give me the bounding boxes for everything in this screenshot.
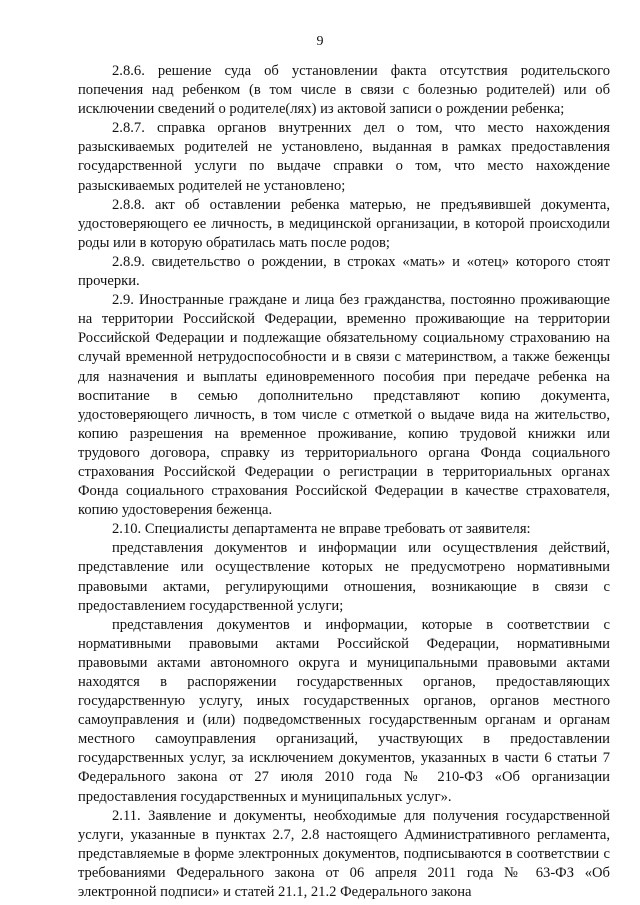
paragraph-2-10: 2.10. Специалисты департамента не вправе требовать от заявителя: xyxy=(112,521,531,538)
page-number: 9 xyxy=(316,34,324,49)
document-body xyxy=(78,62,610,902)
paragraph-2-8-7: 2.8.7. справка органов внутренних дел о том, что место нахождения разыскиваемых родителей не установлено, выданная в рамках предоставления государственной услуги по выдаче справки о том, что место нахождение разыскиваемых родителей не установлено; xyxy=(78,120,610,194)
paragraph-2-8-6: 2.8.6. решение суда об установлении факта отсутствия родительского попечения над ребенком (в том числе в связи с болезнью родителей) или об исключении сведений о родителе(лях) из актовой записи о рождении ребенка; xyxy=(78,63,610,118)
paragraph-2-11: 2.11. Заявление и документы, необходимые для получения государственной услуги, указанные в пунктах 2.7, 2.8 настоящего Административного регламента, представляемые в форме электронных документов, подписываются в соответствии с требованиями Федерального закона от 06 апреля 2011 года № 63-ФЗ «Об электронной подписи» и статей 21.1, 21.2 Федерального закона xyxy=(78,807,610,901)
paragraph-2-8-9: 2.8.9. свидетельство о рождении, в строках «мать» и «отец» которого стоят прочерки. xyxy=(78,253,610,290)
paragraph-2-9: 2.9. Иностранные граждане и лица без гражданства, постоянно проживающие на территории Российской Федерации, временно проживающие на территории Российской Федерации и подлежащие обязательному социальному страхованию на случай временной нетрудоспособности и в связи с материнством, а также беженцы для назначения и выплаты единовременного пособия при передаче ребенка на воспитание в семью дополнительно представляют копию документа, удостоверяющего личность, в том числе с отметкой о выдаче вида на жительство, копию разрешения на временное проживание, копию трудовой книжки или трудового договора, справку из территориального органа Фонда социального страхования Российской Федерации о регистрации в территориальных органах Фонда социального страхования Российской Федерации в качестве страхователя, копию удостоверения беженца. xyxy=(78,292,610,519)
paragraph-2-10-item-1: представления документов и информации или осуществления действий, представление или осуществление которых не предусмотрено нормативными правовыми актами, регулирующими отношения, возникающие в связи с предоставлением государственной услуги; xyxy=(78,540,610,614)
paragraph-2-8-8: 2.8.8. акт об оставлении ребенка матерью, не предъявившей документа, удостоверяющего ее личность, в медицинской организации, в которой происходили роды или в которую обратилась мать после родов; xyxy=(78,196,610,251)
paragraph-2-10-item-2: представления документов и информации, которые в соответствии с нормативными правовыми актами Российской Федерации, нормативными правовыми актами автономного округа и муниципальными правовыми актами находятся в распоряжении государственных органов, предоставляющих государственную услугу, иных государственных органов, органов местного самоуправления и (или) подведомственных государственным органам и органам местного самоуправления организаций, участвующих в предоставлении государственных услуг, за исключением документов, указанных в части 6 статьи 7 Федерального закона от 27 июля 2010 года № 210-ФЗ «Об организации предоставления государственных и муниципальных услуг». xyxy=(78,616,610,805)
